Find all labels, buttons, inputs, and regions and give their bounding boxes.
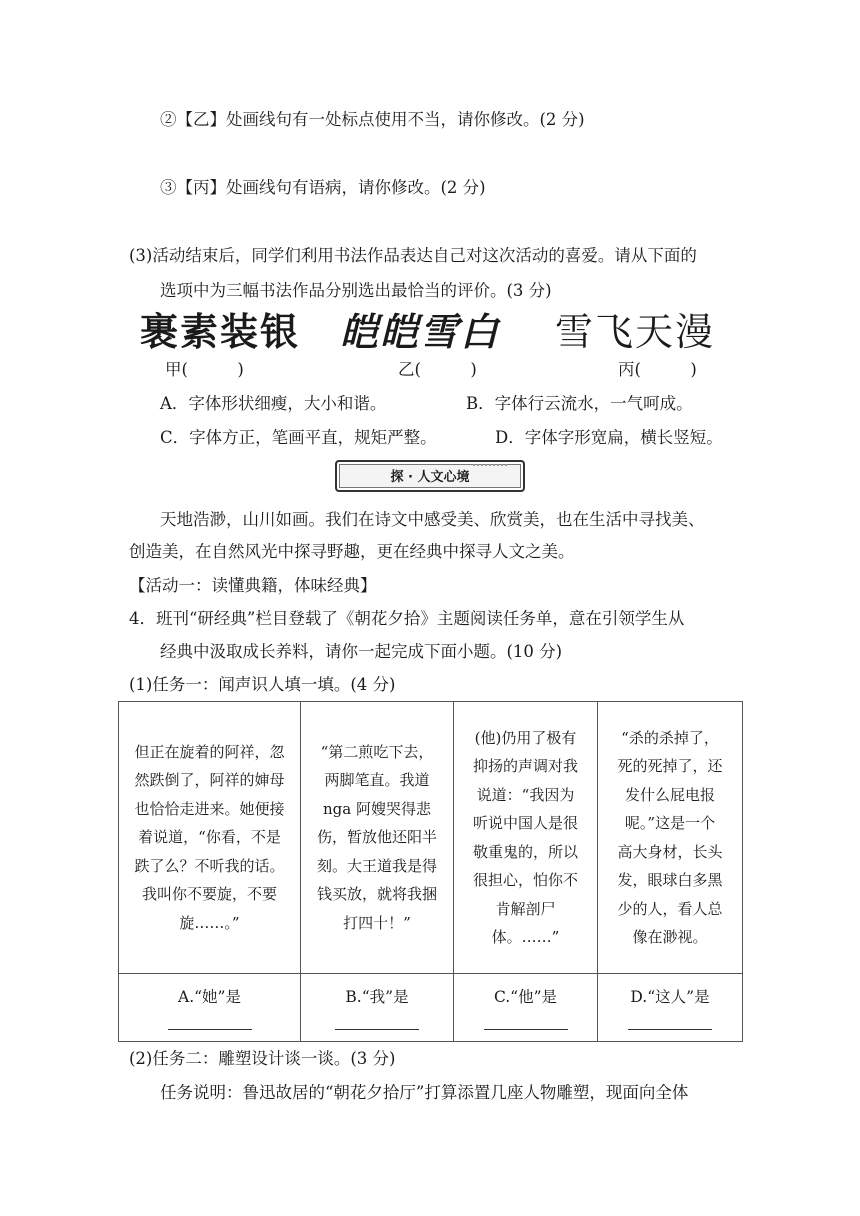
answer-cell-a[interactable]: A.“她”是	[119, 974, 301, 1042]
activity-1-title: 【活动一：读懂典籍，体味经典】	[129, 576, 377, 595]
question-4-line-1: 4．班刊“研经典”栏目登载了《朝花夕拾》主题阅读任务单，意在引领学生从	[129, 609, 685, 628]
quote-cell-c: (他)仍用了极有 抑扬的声调对我 说道：“我因为 听说中国人是很 敬重鬼的，所以 很担心，怕你不 肯解剖尸 体。……”	[454, 702, 598, 974]
section-banner-title: 探 · 人文心境	[390, 470, 470, 485]
answer-row	[119, 974, 743, 1042]
intro-line-2: 创造美，在自然风光中探寻野趣，更在经典中探寻人文之美。	[129, 542, 575, 561]
task-1-title: (1)任务一：闻声识人填一填。(4 分)	[129, 675, 396, 694]
answer-cell-b[interactable]: B.“我”是	[301, 974, 454, 1042]
quote-cell-a: 但正在旋着的阿祥，忽 然跌倒了，阿祥的婶母 也恰恰走进来。她便接 着说道，“你看，不是 跌了么？不听我的话。 我叫你不要旋，不要 旋……。”	[119, 702, 301, 974]
quote-row	[119, 702, 743, 974]
answer-blank-c[interactable]	[484, 1025, 568, 1030]
option-c: C．字体方正，笔画平直，规矩严整。	[160, 428, 437, 447]
question-2: ②【乙】处画线句有一处标点使用不当，请你修改。(2 分)	[160, 110, 585, 129]
answer-blank-a[interactable]	[168, 1025, 252, 1030]
answer-cell-d[interactable]: D.“这人”是	[598, 974, 743, 1042]
answer-blank-d[interactable]	[628, 1025, 712, 1030]
calligraphy-label-yi: 乙( )	[398, 360, 477, 379]
option-a: A．字体形状细瘦，大小和谐。	[160, 394, 387, 413]
task-2-title: (2)任务二：雕塑设计谈一谈。(3 分)	[129, 1049, 396, 1068]
question-3: ③【丙】处画线句有语病，请你修改。(2 分)	[160, 178, 486, 197]
option-d: D．字体字形宽扁，横长竖短。	[495, 428, 723, 447]
calligraphy-label-jia: 甲( )	[165, 360, 244, 379]
calligraphy-work-bing: 雪飞天漫	[555, 310, 716, 354]
intro-line-1: 天地浩渺，山川如画。我们在诗文中感受美、欣赏美，也在生活中寻找美、	[160, 510, 705, 529]
calligraphy-work-jia: 裹素装银	[140, 309, 301, 354]
answer-cell-c[interactable]: C.“他”是	[454, 974, 598, 1042]
task-2-description: 任务说明：鲁迅故居的“朝花夕拾厅”打算添置几座人物雕塑，现面向全体	[160, 1083, 689, 1102]
banner-decoration-icon	[473, 464, 507, 476]
calligraphy-work-yi: 皑皑雪白	[340, 310, 501, 354]
option-b: B．字体行云流水，一气呵成。	[466, 394, 693, 413]
answer-blank-b[interactable]	[335, 1025, 419, 1030]
voice-identification-table	[118, 701, 743, 1042]
calligraphy-label-bing: 丙( )	[618, 360, 697, 379]
part-3-line-1: (3)活动结束后，同学们利用书法作品表达自己对这次活动的喜爱。请从下面的	[129, 246, 697, 265]
part-3-line-2: 选项中为三幅书法作品分别选出最恰当的评价。(3 分)	[160, 281, 552, 300]
question-4-line-2: 经典中汲取成长养料，请你一起完成下面小题。(10 分)	[160, 642, 563, 661]
quote-cell-b: “第二煎吃下去， 两脚笔直。我道 nga 阿嫂哭得悲 伤，暂放他还阳半 刻。大王道我是得 钱买放，就将我捆 打四十！”	[301, 702, 454, 974]
section-banner	[335, 460, 525, 492]
quote-cell-d: “杀的杀掉了， 死的死掉了，还 发什么屁电报 呢。”这是一个 高大身材，长头 发，眼球白多黑 少的人，看人总 像在渺视。	[598, 702, 743, 974]
